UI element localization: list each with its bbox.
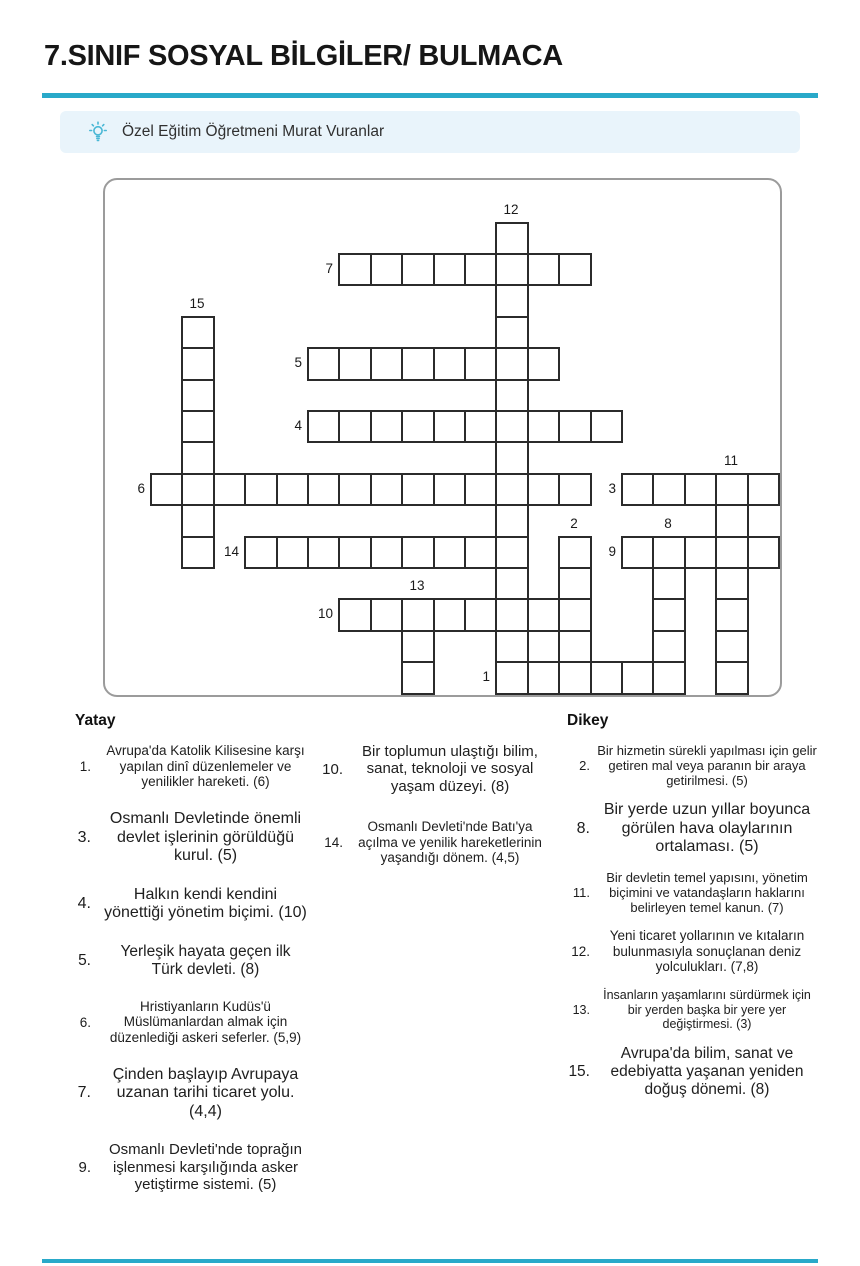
crossword-cell[interactable]	[338, 598, 372, 632]
clue-number: 4.	[77, 895, 91, 913]
crossword-cell[interactable]	[370, 253, 403, 286]
crossword-cell[interactable]	[370, 473, 403, 506]
crossword-cell[interactable]	[181, 410, 215, 443]
grid-number-label: 10	[317, 606, 333, 621]
clue-text: Yerleşik hayata geçen ilk Türk devleti. (8)	[120, 942, 291, 978]
crossword-cell[interactable]	[464, 410, 497, 443]
clue-item	[560, 988, 818, 1032]
crossword-cell[interactable]	[495, 504, 529, 538]
clue-number: 14.	[324, 835, 343, 851]
crossword-cell[interactable]	[558, 410, 592, 443]
clue-item	[61, 886, 308, 923]
clue-number: 8.	[576, 820, 590, 838]
grid-number-label: 15	[189, 296, 205, 311]
clue-number: 15.	[568, 1062, 590, 1080]
grid-number-label: 12	[503, 202, 519, 217]
crossword-cell[interactable]	[715, 536, 749, 569]
clue-item	[61, 943, 308, 979]
crossword-cell[interactable]	[401, 347, 435, 381]
crossword-cell[interactable]	[150, 473, 183, 506]
clue-text: Çinden başlayıp Avrupaya uzanan tarihi ticaret yolu. (4,4)	[112, 1065, 299, 1120]
clue-number: 3.	[77, 828, 91, 846]
crossword-cell[interactable]	[338, 536, 372, 569]
grid-number-label: 1	[482, 669, 490, 684]
crossword-cell[interactable]	[590, 410, 623, 443]
clue-item	[560, 870, 818, 915]
clue-item	[61, 1066, 308, 1122]
clue-text: Osmanlı Devleti'nde Batı'ya açılma ve yenilik hareketlerinin yaşandığı dönem. (4,5)	[358, 819, 542, 866]
crossword-cell[interactable]	[276, 473, 309, 506]
crossword-cell[interactable]	[527, 661, 560, 695]
grid-number-label: 11	[723, 453, 738, 468]
grid-number-label: 5	[294, 355, 302, 370]
crossword-cell[interactable]	[495, 316, 529, 349]
crossword-cell[interactable]	[464, 598, 497, 632]
clue-item	[560, 743, 818, 788]
crossword-cell[interactable]	[401, 410, 435, 443]
crossword-cell[interactable]	[464, 347, 497, 381]
crossword-cell[interactable]	[370, 347, 403, 381]
info-text: Özel Eğitim Öğretmeni Murat Vuranlar	[122, 123, 385, 140]
crossword-cell[interactable]	[495, 536, 529, 569]
crossword-cell[interactable]	[558, 661, 592, 695]
crossword-cell[interactable]	[747, 473, 780, 506]
crossword-cell[interactable]	[307, 410, 340, 443]
bottom-bar	[42, 1259, 818, 1263]
clue-text: İnsanların yaşamlarını sürdürmek için bir yerden başka bir yere yer değiştirmesi. (3)	[603, 988, 811, 1032]
clue-number: 1.	[79, 758, 91, 774]
crossword-cell[interactable]	[181, 316, 215, 349]
clue-item	[313, 743, 550, 795]
clue-text: Bir yerde uzun yıllar boyunca görülen hava olaylarının ortalaması. (5)	[603, 801, 811, 856]
crossword-cell[interactable]	[401, 536, 435, 569]
crossword-cell[interactable]	[715, 630, 749, 663]
crossword-cell[interactable]	[715, 598, 749, 632]
clue-number: 6.	[79, 1014, 91, 1030]
crossword-cell[interactable]	[433, 598, 466, 632]
down-header: Dikey	[567, 712, 609, 729]
crossword-cell[interactable]	[590, 661, 623, 695]
crossword-cell[interactable]	[558, 630, 592, 663]
clue-item	[560, 1045, 818, 1099]
crossword-cell[interactable]	[495, 630, 529, 663]
clue-number: 13.	[572, 1002, 590, 1017]
crossword-cell[interactable]	[527, 473, 560, 506]
grid-number-label: 6	[137, 481, 145, 496]
clue-number: 5.	[78, 951, 91, 969]
page-title: 7.SINIF SOSYAL BİLGİLER/ BULMACA	[44, 40, 563, 72]
across-clue-list-2	[313, 743, 550, 866]
crossword-cell[interactable]	[715, 504, 749, 538]
crossword-cell[interactable]	[684, 536, 717, 569]
crossword-cell[interactable]	[527, 410, 560, 443]
crossword-cell[interactable]	[495, 567, 529, 600]
crossword-cell[interactable]	[276, 536, 309, 569]
crossword-cell[interactable]	[715, 567, 749, 600]
crossword-cell[interactable]	[747, 536, 780, 569]
crossword-cell[interactable]	[244, 473, 278, 506]
clue-text: Bir hizmetin sürekli yapılması için gelir getiren mal veya paranın bir araya getirilmesi. (5)	[597, 743, 817, 789]
crossword-cell[interactable]	[338, 347, 372, 381]
crossword-cell[interactable]	[652, 473, 686, 506]
crossword-cell[interactable]	[370, 536, 403, 569]
crossword-cell[interactable]	[181, 536, 215, 569]
crossword-cell[interactable]	[370, 410, 403, 443]
grid-number-label: 13	[409, 578, 425, 593]
clue-item	[61, 743, 308, 790]
crossword-cell[interactable]	[464, 473, 497, 506]
crossword-cell[interactable]	[715, 661, 749, 695]
title-divider	[42, 93, 818, 98]
crossword-cell[interactable]	[401, 661, 435, 695]
clue-number: 12.	[571, 944, 590, 960]
across-header: Yatay	[75, 712, 116, 729]
crossword-cell[interactable]	[338, 410, 372, 443]
crossword-cell[interactable]	[401, 473, 435, 506]
crossword-cell[interactable]	[558, 473, 592, 506]
grid-number-label: 8	[664, 516, 672, 531]
clue-item	[560, 801, 818, 857]
grid-number-label: 3	[608, 481, 616, 496]
crossword-cell[interactable]	[338, 473, 372, 506]
down-clue-list	[560, 743, 818, 1098]
clue-text: Yeni ticaret yollarının ve kıtaların bulunmasıyla sonuçlanan deniz yolculukları. (7,8)	[609, 928, 805, 975]
clue-text: Bir devletin temel yapısını, yönetim biçimini ve vatandaşların haklarını belirleyen temel kanun. (7)	[606, 869, 808, 916]
crossword-cell[interactable]	[433, 253, 466, 286]
clue-item	[61, 1141, 308, 1193]
crossword-cell[interactable]	[652, 661, 686, 695]
crossword-cell[interactable]	[495, 379, 529, 412]
grid-number-label: 7	[325, 261, 333, 276]
crossword-cell[interactable]	[495, 347, 529, 381]
crossword-cell[interactable]	[433, 347, 466, 381]
crossword-cell[interactable]	[527, 598, 560, 632]
crossword-cell[interactable]	[433, 536, 466, 569]
crossword-cell[interactable]	[307, 536, 340, 569]
crossword-cell[interactable]	[464, 253, 497, 286]
across-clue-list-1	[61, 743, 308, 1193]
clue-item	[560, 928, 818, 975]
crossword-cell[interactable]	[558, 253, 592, 286]
crossword-cell[interactable]	[558, 598, 592, 632]
crossword-cell[interactable]	[495, 253, 529, 286]
crossword-cell[interactable]	[715, 473, 749, 506]
clue-item	[61, 810, 308, 866]
crossword-cell[interactable]	[558, 567, 592, 600]
clue-text: Halkın kendi kendini yönettiği yönetim biçimi. (10)	[104, 885, 307, 922]
crossword-cell[interactable]	[307, 347, 340, 381]
crossword-cell[interactable]	[495, 222, 529, 255]
crossword-cell[interactable]	[621, 661, 654, 695]
crossword-cell[interactable]	[181, 441, 215, 475]
clue-item	[61, 999, 308, 1046]
crossword-cell[interactable]	[495, 410, 529, 443]
crossword-cell[interactable]	[684, 473, 717, 506]
crossword-cell[interactable]	[244, 536, 278, 569]
clue-number: 2.	[579, 758, 590, 774]
info-bar	[60, 111, 800, 153]
crossword-cell[interactable]	[652, 630, 686, 663]
clue-text: Avrupa'da bilim, sanat ve edebiyatta yaşanan yeniden doğuş dönemi. (8)	[610, 1044, 804, 1098]
clue-text: Avrupa'da Katolik Kilisesine karşı yapılan dinî düzenlemeler ve yenilikler hareketi. (6)	[106, 743, 305, 790]
crossword-cell[interactable]	[652, 536, 686, 569]
crossword-cell[interactable]	[464, 536, 497, 569]
lightbulb-icon	[86, 120, 110, 144]
crossword-cell[interactable]	[401, 630, 435, 663]
crossword-cell[interactable]	[370, 598, 403, 632]
crossword-cell[interactable]	[495, 473, 529, 506]
crossword-cell[interactable]	[495, 441, 529, 475]
crossword-cell[interactable]	[433, 410, 466, 443]
crossword-cell[interactable]	[181, 473, 215, 506]
crossword-cell[interactable]	[181, 504, 215, 538]
crossword-cell[interactable]	[527, 347, 560, 381]
crossword-cell[interactable]	[181, 379, 215, 412]
clue-item	[313, 819, 550, 866]
crossword-cell[interactable]	[652, 598, 686, 632]
crossword-cell[interactable]	[495, 598, 529, 632]
crossword-cell[interactable]	[558, 536, 592, 569]
grid-number-label: 9	[608, 544, 616, 559]
crossword-cell[interactable]	[621, 473, 654, 506]
crossword-cell[interactable]	[495, 284, 529, 318]
crossword-cell[interactable]	[621, 536, 654, 569]
crossword-cell[interactable]	[401, 598, 435, 632]
clue-number: 11.	[572, 884, 590, 900]
crossword-cell[interactable]	[307, 473, 340, 506]
grid-number-label: 4	[294, 418, 302, 433]
clue-number: 10.	[322, 760, 343, 778]
clue-number: 9.	[78, 1158, 91, 1176]
crossword-cell[interactable]	[401, 253, 435, 286]
crossword-cell[interactable]	[527, 253, 560, 286]
grid-number-label: 2	[570, 516, 578, 531]
crossword-cell[interactable]	[433, 473, 466, 506]
crossword-cell[interactable]	[213, 473, 246, 506]
crossword-cell[interactable]	[338, 253, 372, 286]
clue-text: Osmanlı Devletinde önemli devlet işlerinin görüldüğü kurul. (5)	[109, 809, 302, 865]
crossword-cell[interactable]	[181, 347, 215, 381]
clue-number: 7.	[77, 1084, 91, 1102]
crossword-panel	[103, 178, 782, 697]
clue-text: Bir toplumun ulaştığı bilim, sanat, teknoloji ve sosyal yaşam düzeyi. (8)	[362, 743, 538, 795]
grid-number-label: 14	[223, 544, 239, 559]
clue-text: Osmanlı Devleti'nde toprağın işlenmesi karşılığında asker yetiştirme sistemi. (5)	[109, 1141, 302, 1194]
clue-text: Hristiyanların Kudüs'ü Müslümanlardan almak için düzenlediği askeri seferler. (5,9)	[109, 998, 302, 1045]
crossword-cell[interactable]	[652, 567, 686, 600]
crossword-cell[interactable]	[495, 661, 529, 695]
